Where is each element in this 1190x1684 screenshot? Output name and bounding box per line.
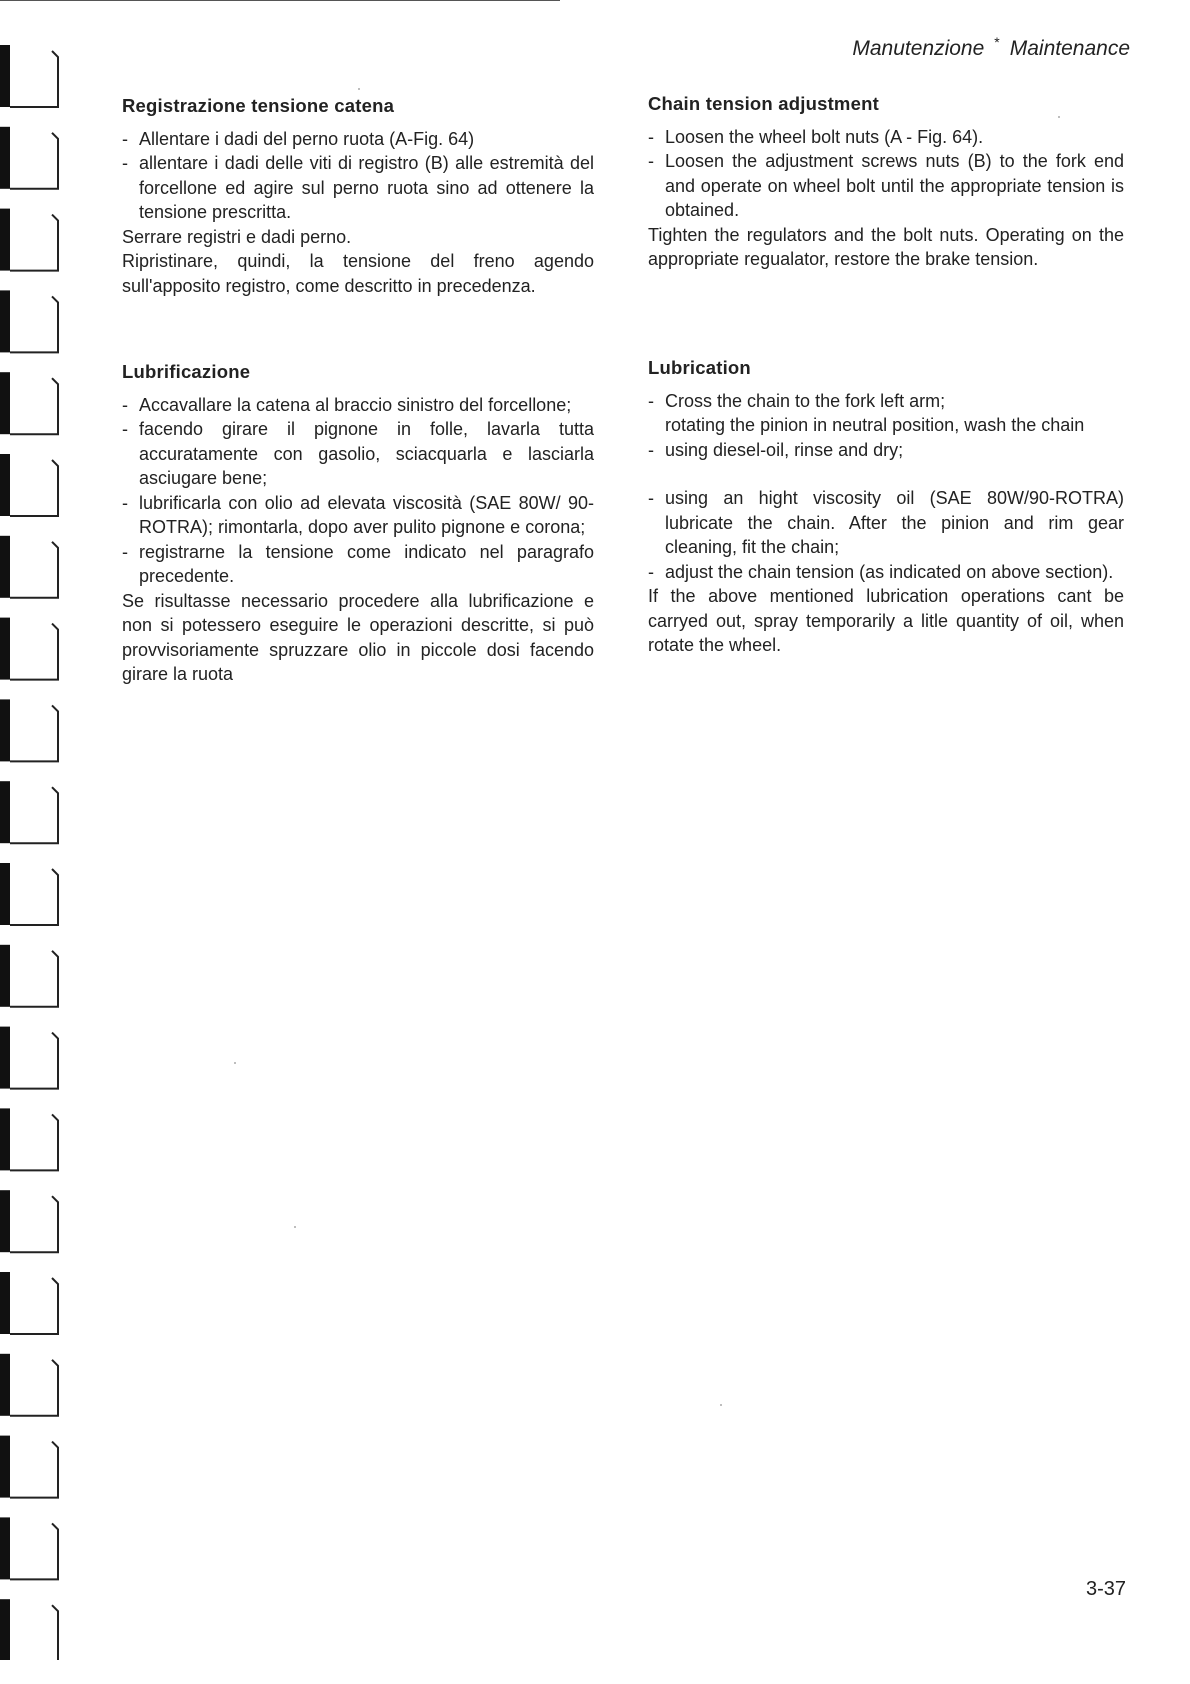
binder-bar: [0, 945, 10, 1007]
binder-hook: [10, 133, 58, 189]
binder-bar: [0, 290, 10, 352]
binder-hook: [10, 1442, 58, 1498]
binder-hook: [10, 542, 58, 598]
binder-hook: [10, 624, 58, 680]
list-item: - facendo girare il pignone in folle, lavarla tutta accuratamente con gasolio, sciacquarla e lasciarla asciugare bene;: [122, 417, 594, 491]
scan-speck: [1058, 116, 1060, 118]
section-lubrication-en: [648, 356, 1124, 658]
header-italian: Manutenzione: [852, 37, 985, 60]
binder-hook: [10, 1033, 58, 1089]
binder-bar: [0, 1190, 10, 1252]
binder-bar: [0, 45, 10, 107]
spacer: [648, 462, 1124, 486]
binder-bar: [0, 618, 10, 680]
list-item-continuation: rotating the pinion in neutral position, wash the chain: [665, 415, 1085, 435]
step-list: [648, 125, 1124, 223]
header-separator: *: [994, 34, 1000, 50]
page-number: 3-37: [1085, 1578, 1126, 1600]
binder-hook: [10, 296, 58, 352]
list-item: - Loosen the wheel bolt nuts (A - Fig. 64).: [648, 125, 1124, 150]
binder-hook: [10, 51, 58, 107]
binder-hook: [10, 378, 58, 434]
binder-bar: [0, 863, 10, 925]
binder-hook: [10, 869, 58, 925]
binder-bar: [0, 536, 10, 598]
binder-bar: [0, 127, 10, 189]
list-item: - allentare i dadi delle viti di registro (B) alle estremità del forcellone ed agire sul perno ruota sino ad ottenere la tensione prescritta.: [122, 151, 594, 225]
section-title: Chain tension adjustment: [648, 93, 879, 114]
list-item: - Accavallare la catena al braccio sinistro del forcellone;: [122, 393, 594, 418]
binder-hook: [10, 951, 58, 1007]
binder-hook: [10, 1114, 58, 1170]
running-header: [852, 34, 1130, 61]
binder-bar: [0, 1108, 10, 1170]
binder-hook: [10, 1360, 58, 1416]
list-item: - using diesel-oil, rinse and dry;: [648, 438, 1124, 463]
scan-speck: [294, 1226, 296, 1228]
section-title: Registrazione tensione catena: [122, 95, 395, 116]
binder-bar: [0, 454, 10, 516]
binder-bar: [0, 1599, 10, 1660]
paragraph: Ripristinare, quindi, la tensione del freno agendo sull'apposito registro, come descritto in precedenza.: [122, 251, 594, 296]
binder-bar: [0, 1517, 10, 1579]
binder-bar: [0, 1272, 10, 1334]
binder-hook: [10, 1605, 58, 1660]
binder-edge-icon: [0, 30, 80, 1660]
binder-bar: [0, 699, 10, 761]
section-chain-tension-it: [122, 94, 594, 298]
paragraph: Se risultasse necessario procedere alla lubrificazione e non si potessero eseguire le operazioni descritte, si può provvisoriamente spruzzare olio in piccole dosi facendo girare la ruota: [122, 590, 594, 684]
paragraph: Tighten the regulators and the bolt nuts. Operating on the appropriate regualator, restore the brake tension.: [648, 224, 1124, 269]
section-chain-tension-en: [648, 92, 1124, 272]
list-item: - Allentare i dadi del perno ruota (A-Fig. 64): [122, 127, 594, 152]
scan-speck: [358, 88, 360, 90]
list-item-text: Cross the chain to the fork left arm;: [665, 390, 946, 411]
step-list: [648, 486, 1124, 584]
binder-hook: [10, 1278, 58, 1334]
list-item: - Loosen the adjustment screws nuts (B) to the fork end and operate on wheel bolt until the appropriate tension is obtained.: [648, 149, 1124, 223]
binder-bar: [0, 1027, 10, 1089]
binder-hook: [10, 1523, 58, 1579]
section-lubrication-it: [122, 360, 594, 687]
step-list: [648, 389, 1124, 463]
list-item: - using an hight viscosity oil (SAE 80W/90-ROTRA) lubricate the chain. After the pinion and rim gear cleaning, fit the chain;: [648, 486, 1124, 560]
binder-hook: [10, 460, 58, 516]
scan-speck: [234, 1062, 236, 1064]
list-item: - registrarne la tensione come indicato nel paragrafo precedente.: [122, 540, 594, 589]
header-english: Maintenance: [1009, 37, 1130, 60]
step-list: [122, 393, 594, 589]
binder-bar: [0, 1354, 10, 1416]
list-item: [648, 389, 1124, 438]
binder-bar: [0, 781, 10, 843]
list-item: - lubrificarla con olio ad elevata viscosità (SAE 80W/ 90-ROTRA); rimontarla, dopo aver pulito pignone e corona;: [122, 491, 594, 540]
paragraph: If the above mentioned lubrication operations cant be carryed out, spray temporarily a litle quantity of oil, when rotate the wheel.: [648, 586, 1124, 655]
binder-bar: [0, 1436, 10, 1498]
step-list: [122, 127, 594, 225]
top-rule: [0, 0, 560, 1]
binder-hook: [10, 215, 58, 271]
binder-hook: [10, 787, 58, 843]
binder-hook: [10, 1196, 58, 1252]
binder-bar: [0, 209, 10, 271]
scan-speck: [720, 1404, 722, 1406]
section-title: Lubrication: [648, 357, 751, 378]
binder-hook: [10, 705, 58, 761]
list-item: - adjust the chain tension (as indicated on above section).: [648, 560, 1124, 585]
paragraph: Serrare registri e dadi perno.: [122, 226, 352, 247]
binder-bar: [0, 372, 10, 434]
section-title: Lubrificazione: [122, 361, 251, 382]
